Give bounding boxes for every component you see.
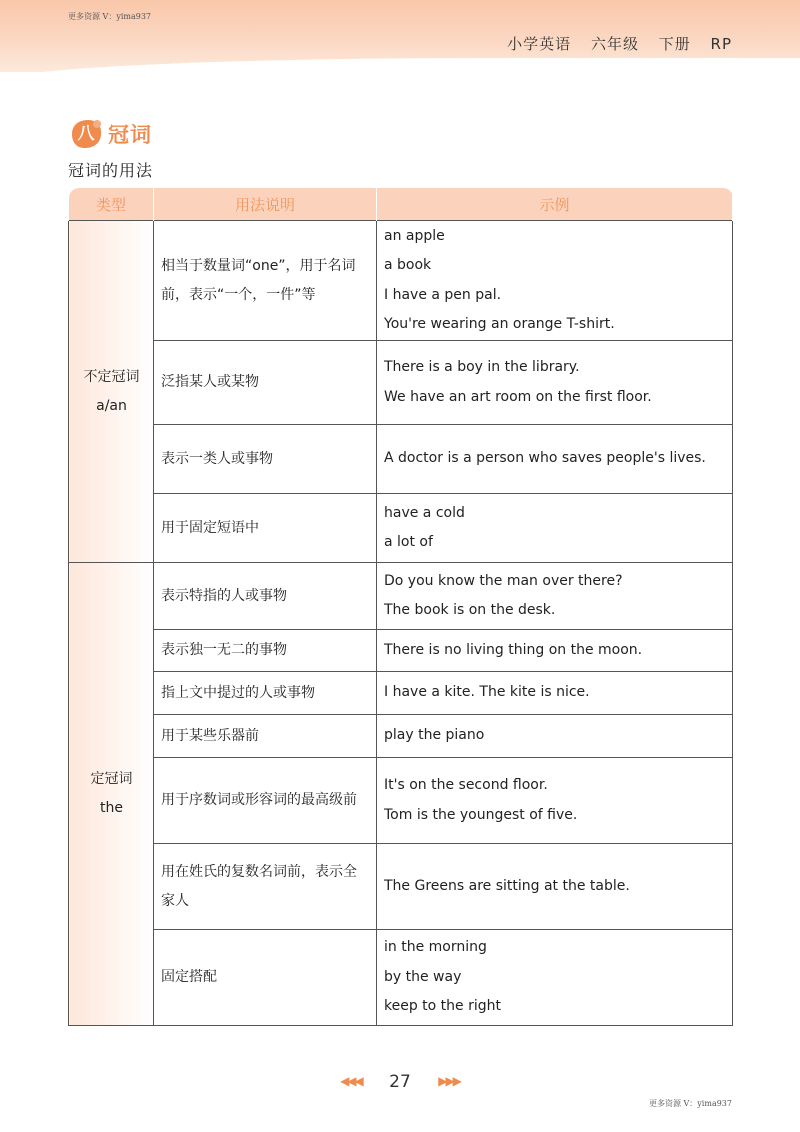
header-usage: 用法说明 [154, 188, 377, 221]
book-info [493, 33, 732, 54]
section-heading [68, 118, 152, 150]
section-number: 八 [77, 124, 95, 144]
usage-cell: 表示特指的人或事物 [154, 563, 377, 630]
example-line: We have an art room on the first floor. [384, 388, 652, 405]
usage-cell: 表示独一无二的事物 [154, 630, 377, 672]
example-line: have a cold [384, 504, 465, 521]
table-row [69, 672, 733, 715]
bottom-watermark: 更多资源 V：yima937 [648, 1099, 732, 1108]
usage-cell: 相当于数量词“one”，用于名词前，表示“一个，一件”等 [154, 221, 377, 341]
type-cell-indefinite [69, 221, 154, 563]
example-line: Tom is the youngest of five. [384, 806, 578, 823]
type-name: 定冠词 [90, 771, 133, 787]
article-usage-table [68, 188, 733, 1026]
example-cell [377, 672, 733, 715]
edition-label: RP [710, 35, 732, 53]
type-cell-definite [69, 563, 154, 1026]
page-number: 27 [389, 1072, 411, 1092]
grade-label: 六年级 [590, 35, 639, 53]
example-line: I have a pen pal. [384, 286, 502, 303]
example-cell [377, 844, 733, 930]
example-cell [377, 715, 733, 758]
example-cell [377, 758, 733, 844]
table-row [69, 341, 733, 425]
example-line: I have a kite. The kite is nice. [384, 684, 590, 701]
usage-cell: 泛指某人或某物 [154, 341, 377, 425]
subject-label: 小学英语 [507, 35, 572, 53]
example-line: play the piano [384, 727, 485, 744]
example-cell [377, 425, 733, 494]
table-row [69, 425, 733, 494]
volume-label: 下册 [658, 35, 691, 53]
page-navigation [0, 1072, 800, 1092]
example-line: The book is on the desk. [384, 602, 556, 618]
example-cell [377, 630, 733, 672]
table-row [69, 563, 733, 630]
header-example: 示例 [377, 188, 733, 221]
example-line: A doctor is a person who saves people's lives. [384, 450, 706, 467]
section-number-badge [68, 118, 104, 150]
example-line: The Greens are sitting at the table. [384, 877, 630, 894]
example-line: There is a boy in the library. [384, 359, 580, 375]
table-row [69, 930, 733, 1026]
next-page-icon[interactable]: ▶▶▶ [438, 1074, 460, 1088]
usage-cell: 用于某些乐器前 [154, 715, 377, 758]
usage-cell: 用于序数词或形容词的最高级前 [154, 758, 377, 844]
section-subtitle: 冠词的用法 [68, 161, 154, 180]
table-row [69, 630, 733, 672]
example-line: You're wearing an orange T-shirt. [384, 316, 615, 332]
example-cell [377, 563, 733, 630]
type-form: a/an [96, 397, 127, 414]
type-form: the [100, 800, 123, 816]
usage-cell: 指上文中提过的人或事物 [154, 672, 377, 715]
top-watermark: 更多资源 V：yima937 [68, 12, 152, 21]
example-cell [377, 341, 733, 425]
example-line: an apple [384, 227, 445, 244]
table-row [69, 494, 733, 563]
prev-page-icon[interactable]: ◀◀◀ [340, 1074, 362, 1088]
section-title: 冠词 [108, 123, 152, 147]
usage-cell: 用于固定短语中 [154, 494, 377, 563]
example-cell [377, 494, 733, 563]
example-line: keep to the right [384, 998, 501, 1015]
type-name: 不定冠词 [83, 368, 140, 385]
example-line: a book [384, 257, 432, 273]
example-cell [377, 930, 733, 1026]
example-line: There is no living thing on the moon. [384, 641, 643, 658]
header-type: 类型 [69, 188, 154, 221]
usage-cell: 表示一类人或事物 [154, 425, 377, 494]
table-header-row [69, 188, 733, 221]
usage-cell: 固定搭配 [154, 930, 377, 1026]
example-cell [377, 221, 733, 341]
example-line: It's on the second floor. [384, 777, 548, 793]
table-row [69, 715, 733, 758]
example-line: by the way [384, 968, 462, 985]
usage-cell: 用在姓氏的复数名词前，表示全家人 [154, 844, 377, 930]
table-row [69, 221, 733, 341]
table-row [69, 758, 733, 844]
example-line: a lot of [384, 534, 433, 550]
example-line: Do you know the man over there? [384, 572, 623, 589]
example-line: in the morning [384, 939, 487, 956]
table-row [69, 844, 733, 930]
